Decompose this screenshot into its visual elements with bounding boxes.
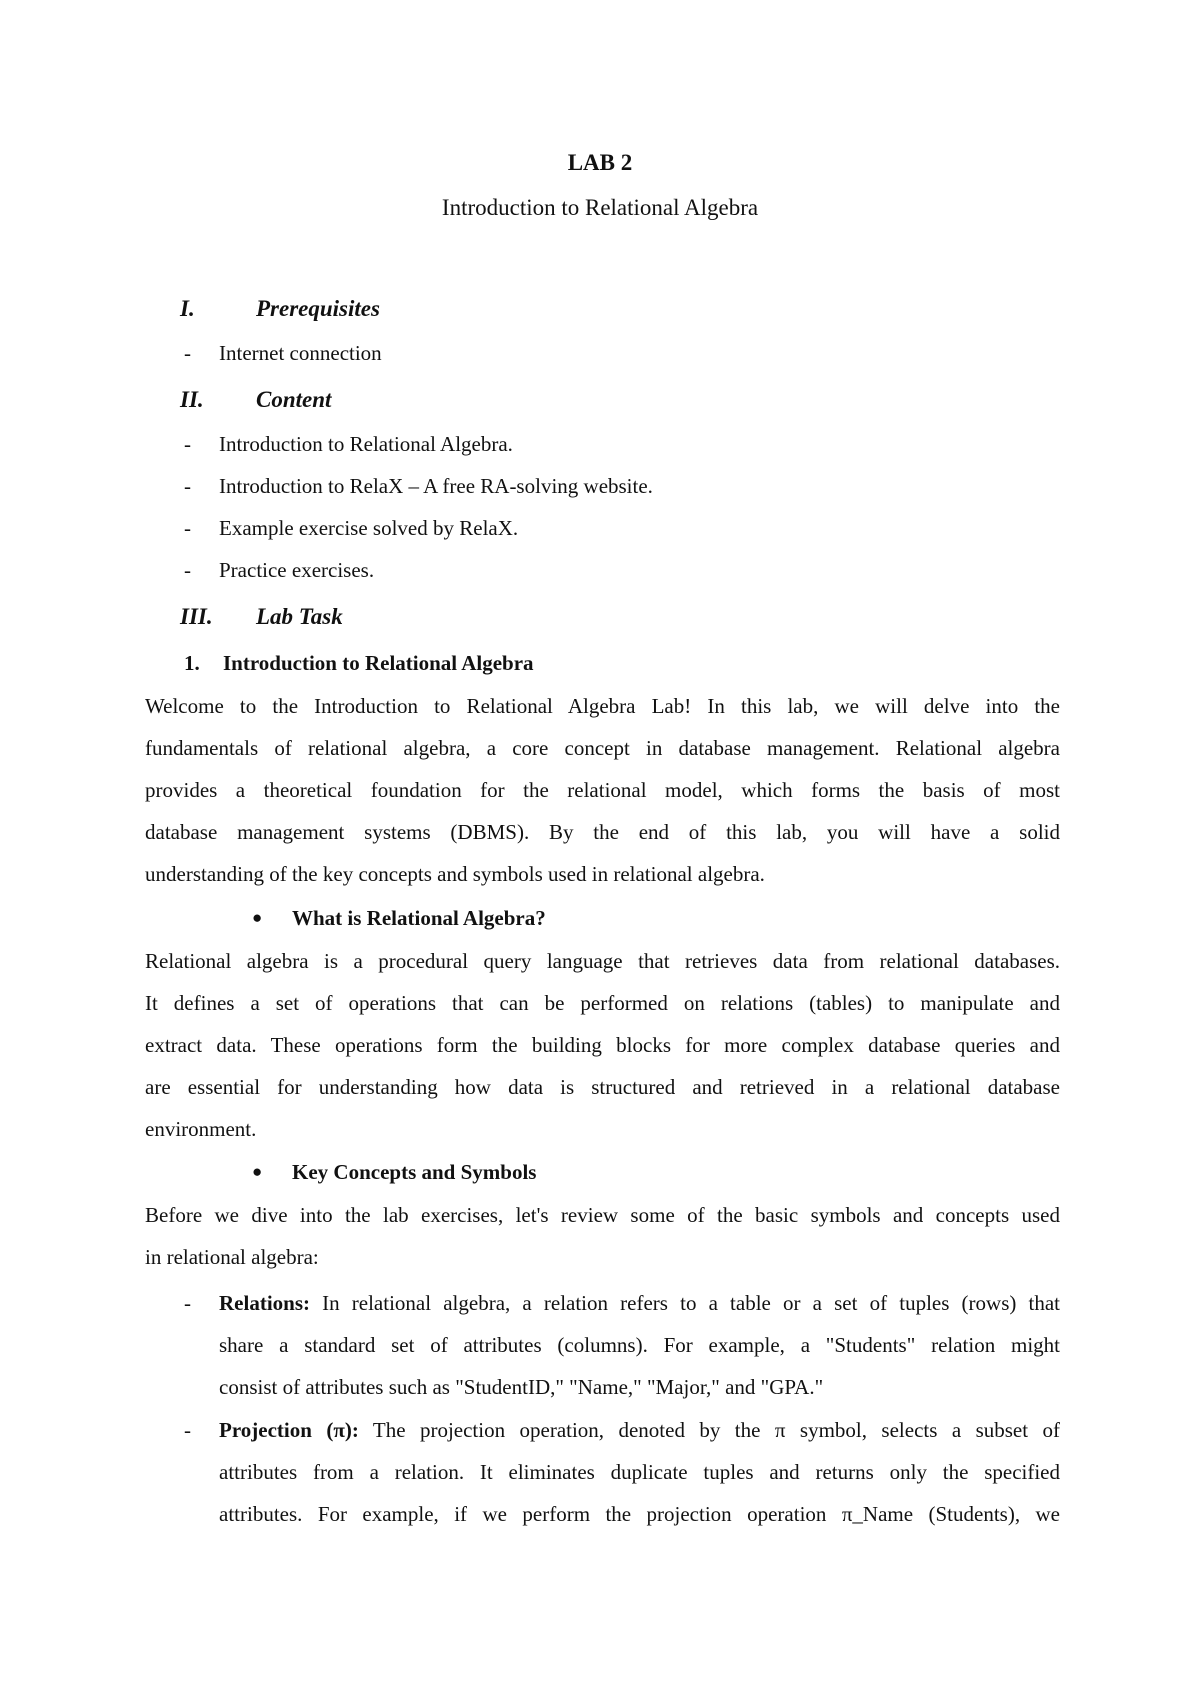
lab-title: LAB 2 (567, 150, 633, 175)
intro-paragraph-line: database management systems (DBMS). By the end of this lab, you will have a solid (145, 820, 1060, 844)
section-2-number: II. (180, 387, 204, 412)
relations-term: Relations: (219, 1291, 310, 1315)
list-dash: - (184, 474, 191, 498)
what-is-heading: What is Relational Algebra? (292, 906, 546, 930)
projection-term: Projection (π): (219, 1418, 359, 1442)
key-concepts-paragraph-line: in relational algebra: (145, 1245, 319, 1269)
relations-definition-line: share a standard set of attributes (columns). For example, a "Students" relation might (219, 1333, 1060, 1357)
content-item: Introduction to RelaX – A free RA-solving website. (219, 474, 653, 498)
what-is-paragraph-line: extract data. These operations form the building blocks for more complex database queries and (145, 1033, 1060, 1057)
projection-definition-line (219, 1418, 1060, 1443)
list-dash: - (184, 341, 191, 365)
bullet-icon: ● (252, 1162, 263, 1181)
intro-paragraph-line: fundamentals of relational algebra, a core concept in database management. Relational algebra (145, 736, 1060, 760)
section-3-title: Lab Task (256, 604, 343, 629)
section-1-title: Prerequisites (256, 296, 380, 321)
lab-subtitle: Introduction to Relational Algebra (441, 195, 759, 220)
what-is-paragraph-line: are essential for understanding how data is structured and retrieved in a relational database (145, 1075, 1060, 1099)
projection-definition-line: attributes from a relation. It eliminates duplicate tuples and returns only the specified (219, 1460, 1060, 1484)
intro-paragraph-line: Welcome to the Introduction to Relational Algebra Lab! In this lab, we will delve into the (145, 694, 1060, 718)
relations-definition-line (219, 1291, 1060, 1316)
list-dash: - (184, 1418, 191, 1442)
content-item: Introduction to Relational Algebra. (219, 432, 513, 456)
content-item: Practice exercises. (219, 558, 375, 582)
key-concepts-paragraph-line: Before we dive into the lab exercises, let's review some of the basic symbols and concepts used (145, 1203, 1060, 1227)
what-is-paragraph-line: environment. (145, 1117, 257, 1141)
list-dash: - (184, 516, 191, 540)
relations-text: In relational algebra, a relation refers to a table or a set of tuples (rows) that (310, 1291, 1060, 1315)
prerequisite-item: Internet connection (219, 341, 382, 365)
list-dash: - (184, 558, 191, 582)
bullet-icon: ● (252, 908, 263, 927)
intro-paragraph-line: provides a theoretical foundation for the relational model, which forms the basis of most (145, 778, 1060, 802)
what-is-paragraph-line: Relational algebra is a procedural query language that retrieves data from relational databases. (145, 949, 1060, 973)
what-is-paragraph-line: It defines a set of operations that can be performed on relations (tables) to manipulate and (145, 991, 1060, 1015)
projection-text: The projection operation, denoted by the π symbol, selects a subset of (358, 1418, 1060, 1442)
key-concepts-heading: Key Concepts and Symbols (292, 1160, 537, 1184)
intro-paragraph-line: understanding of the key concepts and symbols used in relational algebra. (145, 862, 765, 886)
section-3-number: III. (180, 604, 213, 629)
section-2-title: Content (256, 387, 332, 412)
subsection-1-number: 1. (184, 651, 200, 675)
subsection-1-title: Introduction to Relational Algebra (223, 651, 534, 675)
list-dash: - (184, 1291, 191, 1315)
section-1-number: I. (180, 296, 195, 321)
relations-definition-line: consist of attributes such as "StudentID," "Name," "Major," and "GPA." (219, 1375, 824, 1399)
list-dash: - (184, 432, 191, 456)
content-item: Example exercise solved by RelaX. (219, 516, 519, 540)
projection-definition-line: attributes. For example, if we perform the projection operation π_Name (Students), we (219, 1502, 1060, 1526)
